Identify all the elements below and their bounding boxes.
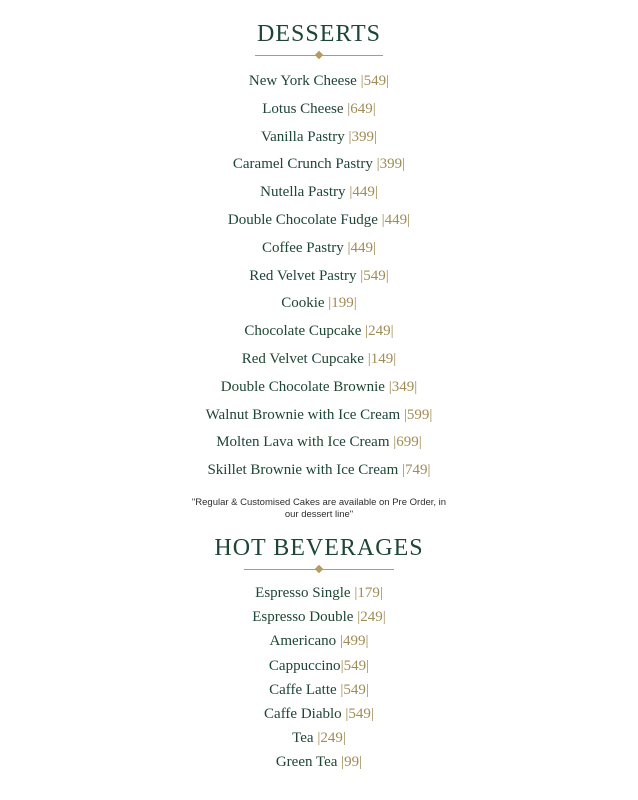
item-name: Lotus Cheese bbox=[262, 100, 348, 117]
menu-item bbox=[0, 429, 638, 457]
item-price: |399| bbox=[376, 156, 406, 173]
item-price: |249| bbox=[357, 609, 386, 626]
menu-item bbox=[0, 702, 638, 726]
menu-item bbox=[0, 374, 638, 402]
menu-item bbox=[0, 605, 638, 629]
item-name: Tea bbox=[292, 730, 318, 747]
item-name: Red Velvet Pastry bbox=[249, 267, 361, 284]
item-price: |549| bbox=[340, 681, 369, 698]
item-name: Caffe Latte bbox=[269, 681, 341, 698]
desserts-title: DESSERTS bbox=[257, 21, 381, 47]
item-name: Espresso Double bbox=[252, 609, 358, 626]
item-price: |449| bbox=[381, 211, 411, 228]
item-price: |649| bbox=[347, 100, 376, 117]
menu-item bbox=[0, 96, 638, 124]
item-name: Nutella Pastry bbox=[260, 184, 350, 201]
item-name: Caramel Crunch Pastry bbox=[232, 156, 377, 173]
item-name: Coffee Pastry bbox=[261, 239, 348, 256]
item-name: Double Chocolate Fudge bbox=[227, 211, 382, 228]
menu-item bbox=[0, 629, 638, 653]
menu-item bbox=[0, 263, 638, 291]
menu-item bbox=[0, 151, 638, 179]
menu-item bbox=[0, 750, 638, 774]
item-price: |699| bbox=[393, 434, 422, 451]
item-name: Caffe Diablo bbox=[264, 705, 346, 722]
item-name: Walnut Brownie with Ice Cream bbox=[205, 406, 404, 423]
item-name: Double Chocolate Brownie bbox=[220, 378, 389, 395]
item-name: Cookie bbox=[281, 295, 329, 312]
diamond-divider-icon bbox=[244, 566, 394, 574]
item-price: |449| bbox=[347, 239, 377, 256]
item-price: |749| bbox=[402, 462, 431, 479]
item-price: |599| bbox=[403, 406, 433, 423]
hot-beverages-list bbox=[0, 581, 638, 775]
item-name: Green Tea bbox=[275, 754, 342, 771]
hot-beverages-title: HOT BEVERAGES bbox=[214, 535, 424, 561]
item-name: Vanilla Pastry bbox=[260, 128, 349, 145]
menu-item bbox=[0, 402, 638, 430]
menu-item bbox=[0, 726, 638, 750]
item-price: |549| bbox=[360, 73, 390, 89]
menu-item bbox=[0, 457, 638, 485]
item-price: |549| bbox=[360, 267, 389, 284]
item-name: Skillet Brownie with Ice Cream bbox=[207, 462, 403, 479]
item-name: Espresso Single bbox=[255, 585, 355, 601]
menu-item bbox=[0, 124, 638, 152]
menu-item bbox=[0, 318, 638, 346]
item-name: Cappuccino bbox=[268, 657, 341, 674]
menu-item bbox=[0, 654, 638, 678]
menu-item bbox=[0, 68, 638, 96]
item-name: Molten Lava with Ice Cream bbox=[216, 434, 394, 451]
item-price: |249| bbox=[317, 730, 346, 747]
item-price: |449| bbox=[349, 184, 378, 201]
desserts-section bbox=[0, 20, 638, 521]
cakes-note: "Regular & Customised Cakes are available on Pre Order, in our dessert line" bbox=[191, 496, 447, 520]
item-name: New York Cheese bbox=[248, 73, 361, 89]
item-name: Americano bbox=[269, 633, 340, 650]
item-price: |499| bbox=[339, 633, 369, 650]
menu-item bbox=[0, 207, 638, 235]
item-price: |99| bbox=[341, 754, 363, 771]
diamond-divider-icon bbox=[255, 52, 383, 60]
item-price: |549| bbox=[340, 657, 370, 674]
item-price: |399| bbox=[348, 128, 377, 145]
item-name: Chocolate Cupcake bbox=[244, 323, 366, 340]
menu-item bbox=[0, 179, 638, 207]
item-price: |349| bbox=[388, 378, 418, 395]
menu-item bbox=[0, 290, 638, 318]
menu-item bbox=[0, 346, 638, 374]
item-price: |249| bbox=[365, 323, 394, 340]
item-price: |199| bbox=[328, 295, 357, 312]
desserts-list bbox=[0, 68, 638, 485]
menu-item bbox=[0, 678, 638, 702]
menu-item bbox=[0, 581, 638, 605]
menu-item bbox=[0, 235, 638, 263]
item-price: |549| bbox=[345, 705, 374, 722]
item-price: |179| bbox=[354, 585, 383, 601]
item-name: Red Velvet Cupcake bbox=[241, 350, 368, 367]
hot-beverages-section bbox=[0, 534, 638, 775]
item-price: |149| bbox=[367, 350, 397, 367]
